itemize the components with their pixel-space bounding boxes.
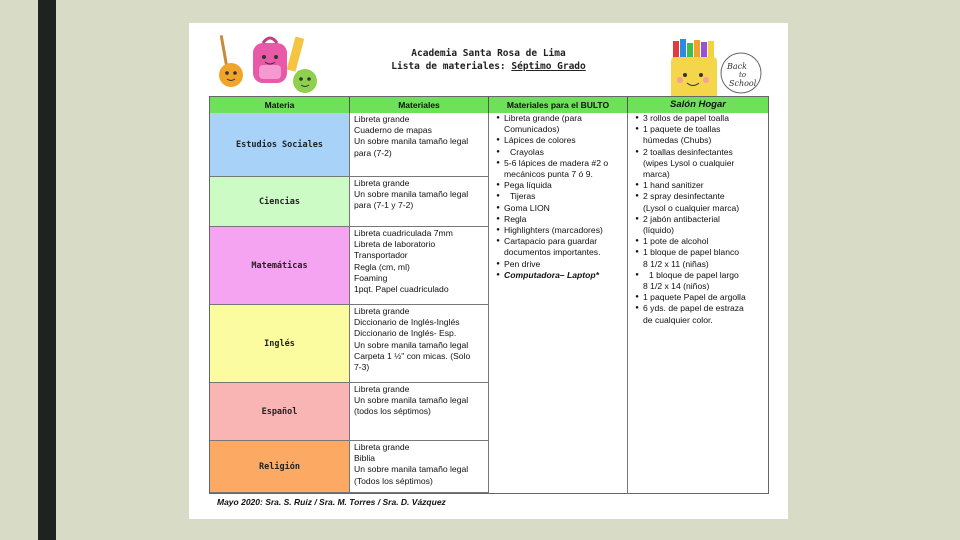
header-materia: Materia: [210, 97, 350, 113]
list-item-text: Libreta grande (para: [504, 113, 582, 123]
bullet-icon: ●: [496, 115, 500, 121]
material-item: Un sobre manila tamaño legal: [354, 395, 469, 406]
list-item-continuation: marca): [643, 169, 670, 180]
material-item: 7-3): [354, 362, 370, 373]
salon-hogar-list: [628, 113, 768, 493]
subject-cell: Estudios Sociales: [210, 113, 350, 177]
material-item: (Todos los séptimos): [354, 475, 433, 486]
material-item: Regla (cm, ml): [354, 261, 410, 272]
list-item-continuation: (wipes Lysol o cualquier: [643, 157, 735, 168]
list-item-text: 3 rollos de papel toalla: [643, 113, 729, 123]
list-prefix: Lista de materiales:: [391, 61, 506, 72]
list-item: [492, 270, 624, 281]
list-item-text: 1 pote de alcohol: [643, 236, 709, 247]
clipart-text-school: School: [729, 79, 757, 88]
list-item: [631, 270, 765, 281]
bullet-icon: ●: [496, 260, 500, 267]
list-item-text: 1 bloque de papel largo: [649, 269, 739, 280]
clipart-text-to: to: [739, 71, 747, 79]
clipart-text-back: Back: [727, 62, 747, 71]
material-item: Libreta cuadriculada 7mm: [354, 228, 453, 238]
list-item-continuation: (Lysol o cualquier marca): [643, 202, 740, 213]
material-item: Diccionario de Inglés- Esp.: [354, 328, 457, 339]
school-supplies-clipart: [213, 29, 325, 101]
material-item: Un sobre manila tamaño legal: [354, 339, 469, 350]
list-item-text: 1 paquete de toallas: [643, 124, 721, 135]
bullet-icon: ●: [635, 238, 639, 245]
list-item-continuation: 8 1/2 x 11 (niñas): [643, 258, 709, 269]
header-materiales: Materiales: [350, 97, 489, 113]
list-item: [492, 191, 624, 202]
list-item: [492, 113, 624, 124]
list-item-text: 2 spray desinfectante: [643, 191, 725, 202]
list-item: [631, 303, 765, 314]
list-item-continuation: mecánicos punta 7 ó 9.: [504, 169, 593, 180]
list-item: [631, 113, 765, 124]
subject-cell: Religión: [210, 441, 350, 493]
footer-credits: Mayo 2020: Sra. S. Ruiz / Sra. M. Torres / Sra. D. Vázquez: [217, 497, 446, 507]
bullet-icon: ●: [496, 204, 500, 211]
material-item: Libreta grande: [354, 384, 410, 394]
subject-materials-cell: [350, 177, 489, 227]
bullet-icon: ●: [635, 115, 639, 121]
bullet-icon: ●: [635, 271, 639, 278]
bullet-icon: ●: [635, 305, 639, 312]
list-item: [631, 180, 765, 191]
bullet-icon: ●: [496, 159, 500, 166]
material-item: Un sobre manila tamaño legal: [354, 136, 469, 147]
list-item: [492, 180, 624, 191]
list-item: [492, 203, 624, 214]
material-item: Libreta grande: [354, 306, 410, 316]
list-item: [631, 236, 765, 247]
bullet-icon: ●: [496, 182, 500, 189]
subject-materials-cell: [350, 383, 489, 441]
left-accent-bar: [38, 0, 56, 540]
list-item-text: 2 jabón antibacterial: [643, 213, 720, 224]
list-item: [492, 259, 624, 270]
material-item: Libreta grande: [354, 114, 410, 124]
list-item: [492, 158, 624, 169]
header-bulto: Materiales para el BULTO: [489, 97, 628, 113]
list-item-text: Tijeras: [510, 191, 536, 202]
subject-cell: Inglés: [210, 305, 350, 383]
bullet-icon: ●: [496, 271, 500, 278]
list-item: [631, 214, 765, 225]
bullet-icon: ●: [496, 137, 500, 144]
list-item: [492, 135, 624, 146]
material-item: para (7-1 y 7-2): [354, 200, 414, 211]
material-item: Carpeta 1 ½" con micas. (Solo: [354, 350, 471, 361]
subject-materials-cell: [350, 441, 489, 493]
subject-materials-cell: [350, 305, 489, 383]
subject-cell: Ciencias: [210, 177, 350, 227]
material-item: Libreta grande: [354, 178, 410, 188]
list-item: [492, 147, 624, 158]
list-item-text: 6 yds. de papel de estraza: [643, 303, 744, 314]
bullet-icon: ●: [635, 215, 639, 222]
list-item-text: Pen drive: [504, 258, 541, 269]
bullet-icon: ●: [635, 148, 639, 155]
list-item-text: Highlighters (marcadores): [504, 225, 603, 236]
header-salon-hogar: Salón Hogar: [670, 99, 726, 110]
list-item-text: Regla: [504, 213, 527, 224]
subject-cell: Español: [210, 383, 350, 441]
table-header-row: [210, 97, 768, 113]
list-item: [631, 124, 765, 135]
list-item: [631, 247, 765, 258]
material-item: Diccionario de Inglés-Inglés: [354, 317, 460, 328]
material-item: para (7-2): [354, 147, 392, 158]
material-item: Foaming: [354, 272, 388, 283]
subject-cell: Matemáticas: [210, 227, 350, 305]
material-item: Transportador: [354, 250, 408, 261]
list-item-text: 1 hand sanitizer: [643, 180, 704, 191]
material-item: Un sobre manila tamaño legal: [354, 464, 469, 475]
document-page: [189, 23, 788, 519]
materials-table: [209, 96, 769, 494]
material-item: Un sobre manila tamaño legal: [354, 189, 469, 200]
grade-label: Séptimo Grado: [511, 61, 586, 72]
list-item-text: Computadora– Laptop*: [504, 269, 600, 280]
list-item-text: Lápices de colores: [504, 135, 576, 146]
subject-materials-cell: [350, 227, 489, 305]
list-item-text: Goma LION: [504, 202, 550, 213]
bullet-icon: ●: [635, 182, 639, 189]
list-title: [379, 61, 598, 72]
list-item-continuation: documentos importantes.: [504, 247, 601, 258]
material-item: Libreta de laboratorio: [354, 239, 436, 250]
material-item: (todos los séptimos): [354, 406, 431, 417]
list-item: [492, 236, 624, 247]
list-item: [492, 225, 624, 236]
subject-materials-cell: [350, 113, 489, 177]
list-item-continuation: 8 1/2 x 14 (niños): [643, 281, 710, 292]
material-item: Cuaderno de mapas: [354, 125, 432, 136]
bullet-icon: ●: [635, 193, 639, 200]
list-item-text: 5-6 lápices de madera #2 o: [504, 157, 609, 168]
list-item-text: 1 paquete Papel de argolla: [643, 292, 746, 303]
bullet-icon: ●: [496, 215, 500, 222]
list-item: [631, 147, 765, 158]
bullet-icon: ●: [496, 227, 500, 234]
bullet-icon: ●: [635, 249, 639, 256]
school-name: Academia Santa Rosa de Lima: [411, 48, 566, 59]
bullet-icon: ●: [635, 126, 639, 133]
list-item-continuation: Comunicados): [504, 124, 560, 135]
list-item-text: Crayolas: [510, 146, 544, 157]
list-item-text: 1 bloque de papel blanco: [643, 247, 740, 258]
list-item-text: Cartapacio para guardar: [504, 236, 598, 247]
list-item-continuation: húmedas (Chubs): [643, 135, 712, 146]
list-item-continuation: de cualquier color.: [643, 314, 713, 325]
bullet-icon: ●: [496, 148, 500, 155]
list-item-text: 2 toallas desinfectantes: [643, 146, 733, 157]
bulto-list: [489, 113, 628, 493]
material-item: Biblia: [354, 453, 376, 464]
bullet-icon: ●: [496, 193, 500, 200]
material-item: Libreta grande: [354, 442, 410, 452]
bullet-icon: ●: [496, 238, 500, 245]
list-item-text: Pega líquida: [504, 180, 552, 191]
list-item: [631, 292, 765, 303]
list-item: [631, 191, 765, 202]
list-item: [492, 214, 624, 225]
bullet-icon: ●: [635, 294, 639, 301]
list-item-continuation: (líquido): [643, 225, 675, 236]
material-item: 1pqt. Papel cuadriculado: [354, 284, 449, 295]
